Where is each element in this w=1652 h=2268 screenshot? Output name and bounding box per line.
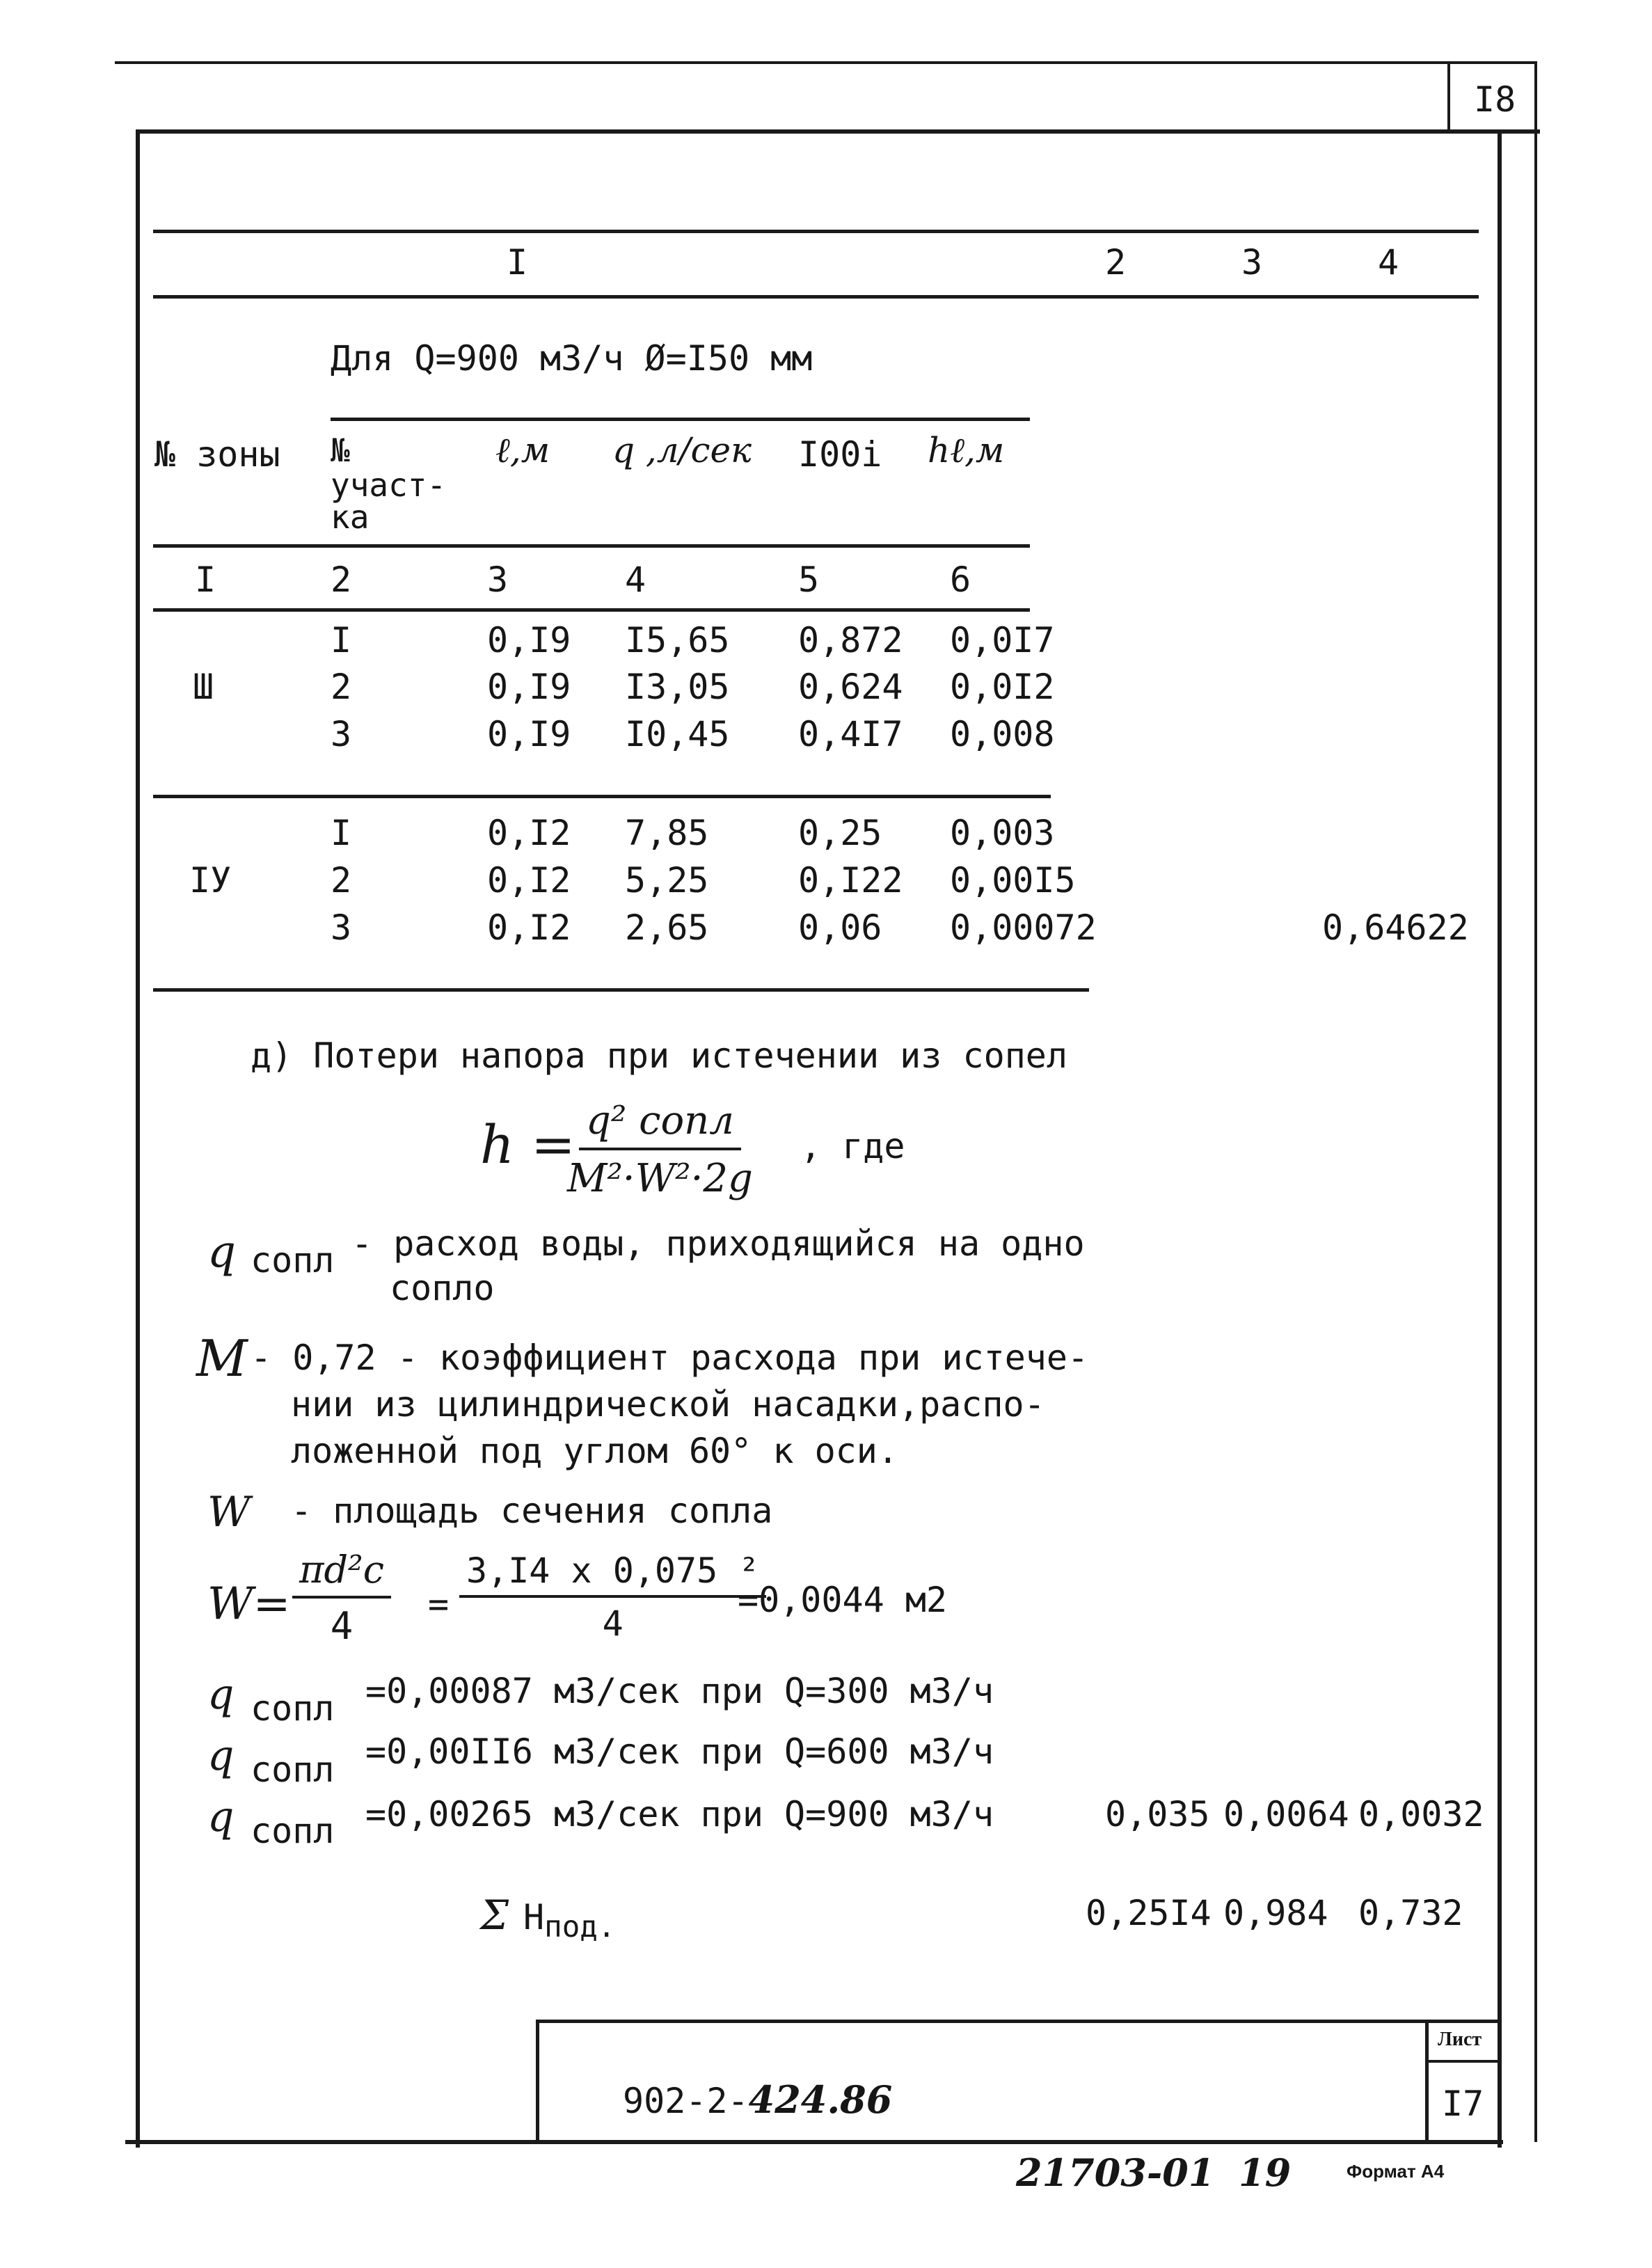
def-q-text-2: сопло bbox=[390, 1268, 495, 1308]
cell-slope: 0,624 bbox=[798, 667, 903, 707]
sum-h: H bbox=[523, 1897, 545, 1937]
header-col-2: 2 bbox=[1105, 242, 1127, 283]
cell-loss: 0,008 bbox=[950, 714, 1055, 754]
flow-3-symbol: q bbox=[207, 1793, 235, 1841]
cell-segment: I bbox=[331, 620, 352, 660]
table-bottom-line bbox=[153, 988, 1089, 992]
th-zone: № зоны bbox=[154, 434, 280, 475]
sheet-box-left bbox=[1447, 61, 1450, 134]
formula-suffix: , где bbox=[800, 1126, 905, 1166]
flow-value-col3: 0,0064 bbox=[1223, 1794, 1349, 1834]
area-fraction-2 bbox=[459, 1551, 766, 1644]
colnum-1: I bbox=[195, 560, 216, 600]
flow-3-sub: сопл bbox=[251, 1811, 335, 1851]
def-m-text-1: - 0,72 - коэффициент расхода при истече- bbox=[251, 1338, 1089, 1378]
header-bottom-line bbox=[153, 295, 1479, 299]
flow-3-text: =0,00265 м3/сек при Q=900 м3/ч bbox=[365, 1794, 994, 1834]
sheet-number: I7 bbox=[1442, 2084, 1484, 2124]
flow-2-text: =0,00II6 м3/сек при Q=600 м3/ч bbox=[365, 1731, 994, 1772]
sum-symbol: Σ bbox=[480, 1892, 509, 1939]
subtitle: Для Q=900 м3/ч Ø=I50 мм bbox=[331, 338, 813, 379]
title-block-left bbox=[536, 2020, 539, 2143]
cell-segment: 3 bbox=[331, 907, 352, 948]
title-block-sheet-divider bbox=[1425, 2020, 1429, 2143]
cell-slope: 0,4I7 bbox=[798, 714, 903, 754]
table-colnum-top-line bbox=[153, 544, 1030, 548]
cell-flow: 5,25 bbox=[625, 860, 709, 901]
right-frame-line bbox=[1498, 129, 1502, 2148]
formula-fraction bbox=[567, 1098, 753, 1201]
th-segment-3: ка bbox=[331, 498, 370, 536]
top-frame-line bbox=[115, 61, 1534, 64]
cell-loss: 0,0I7 bbox=[950, 620, 1055, 660]
area-lhs: W= bbox=[207, 1578, 291, 1630]
cell-slope: 0,872 bbox=[798, 620, 903, 660]
th-flow: q ,л/сек bbox=[612, 430, 752, 470]
area-frac2-denominator: 4 bbox=[602, 1603, 624, 1644]
def-m-symbol: M bbox=[196, 1329, 248, 1388]
colnum-4: 4 bbox=[625, 560, 646, 600]
cell-segment: 2 bbox=[331, 860, 352, 901]
cell-flow: I0,45 bbox=[625, 714, 730, 754]
doc-code bbox=[623, 2077, 893, 2122]
flow-1-symbol: q bbox=[207, 1670, 235, 1719]
cell-loss: 0,00072 bbox=[950, 907, 1097, 948]
zone-3-label: Ш bbox=[193, 667, 214, 707]
table-top-line bbox=[331, 418, 1030, 421]
cell-length: 0,I2 bbox=[487, 813, 571, 853]
cell-loss: 0,0I2 bbox=[950, 667, 1055, 707]
left-frame-line bbox=[136, 129, 140, 2148]
sum-value-col4: 0,732 bbox=[1358, 1893, 1463, 1933]
cell-length: 0,I9 bbox=[487, 620, 571, 660]
cell-segment: 3 bbox=[331, 714, 352, 754]
th-segment-1: № bbox=[331, 431, 350, 469]
formula-lhs: h = bbox=[480, 1113, 575, 1175]
th-segment-2: участ- bbox=[331, 466, 447, 504]
zone-4-label: IУ bbox=[189, 860, 232, 901]
colnum-3: 3 bbox=[487, 560, 509, 600]
area-frac1-denominator: 4 bbox=[330, 1604, 354, 1648]
cell-segment: 2 bbox=[331, 667, 352, 707]
formula-denominator: M²·W²·2g bbox=[567, 1156, 753, 1201]
cell-segment: I bbox=[331, 813, 352, 853]
title-block-sheet-label-line bbox=[1425, 2060, 1502, 2063]
inner-top-line bbox=[136, 129, 1540, 134]
def-w-symbol: W bbox=[207, 1488, 251, 1537]
formula-numerator: q² сопл bbox=[579, 1098, 741, 1150]
total-col4: 0,64622 bbox=[1322, 907, 1469, 948]
cell-length: 0,I2 bbox=[487, 860, 571, 901]
header-col-1: I bbox=[507, 242, 528, 283]
area-frac1-numerator: πd²c bbox=[292, 1548, 391, 1599]
format-label: Формат А4 bbox=[1347, 2161, 1445, 2182]
sum-value-col2: 0,25I4 bbox=[1086, 1893, 1212, 1933]
group-separator-line bbox=[153, 795, 1051, 798]
colnum-5: 5 bbox=[798, 560, 820, 600]
table-colnum-bottom-line bbox=[153, 608, 1030, 612]
area-result: =0,0044 м2 bbox=[738, 1580, 948, 1620]
cell-flow: I5,65 bbox=[625, 620, 730, 660]
colnum-6: 6 bbox=[950, 560, 971, 600]
flow-1-sub: сопл bbox=[251, 1688, 335, 1729]
doc-code-hand: 424.86 bbox=[748, 2077, 893, 2122]
sum-sub: под. bbox=[544, 1910, 616, 1944]
flow-value-col2: 0,035 bbox=[1105, 1794, 1210, 1834]
cell-slope: 0,06 bbox=[798, 907, 882, 948]
area-frac2-numerator: 3,I4 x 0,075 ² bbox=[459, 1551, 766, 1598]
cell-flow: 2,65 bbox=[625, 907, 709, 948]
title-block-top bbox=[536, 2020, 1502, 2023]
cell-flow: I3,05 bbox=[625, 667, 730, 707]
cell-loss: 0,003 bbox=[950, 813, 1055, 853]
section-d-heading: д) Потери напора при истечении из сопел bbox=[251, 1036, 1067, 1076]
sheet-label: Лист bbox=[1438, 2029, 1482, 2050]
cell-slope: 0,I22 bbox=[798, 860, 903, 901]
sum-value-col3: 0,984 bbox=[1223, 1893, 1328, 1933]
sheet-top-number: I8 bbox=[1474, 79, 1516, 120]
th-length: ℓ,м bbox=[495, 430, 550, 470]
cell-flow: 7,85 bbox=[625, 813, 709, 853]
def-w-text: - площадь сечения сопла bbox=[291, 1491, 773, 1531]
cell-loss: 0,00I5 bbox=[950, 860, 1076, 901]
right-outer-line bbox=[1534, 61, 1537, 2142]
cell-length: 0,I9 bbox=[487, 667, 571, 707]
bottom-frame-line bbox=[125, 2140, 1503, 2144]
flow-value-col4: 0,0032 bbox=[1358, 1794, 1484, 1834]
archive-number: 21703-01 bbox=[1016, 2150, 1215, 2195]
def-q-symbol: q bbox=[207, 1226, 236, 1278]
archive-page: 19 bbox=[1239, 2150, 1292, 2195]
area-eq: = bbox=[428, 1584, 450, 1624]
area-fraction-1 bbox=[292, 1548, 391, 1648]
flow-1-text: =0,00087 м3/сек при Q=300 м3/ч bbox=[365, 1671, 994, 1711]
sum-label bbox=[523, 1897, 616, 1944]
def-q-subscript: сопл bbox=[251, 1240, 335, 1280]
header-col-4: 4 bbox=[1378, 242, 1399, 283]
doc-code-print: 902-2- bbox=[623, 2081, 749, 2121]
cell-length: 0,I9 bbox=[487, 714, 571, 754]
def-q-text-1: - расход воды, приходящийся на одно bbox=[351, 1223, 1085, 1264]
def-m-text-2: нии из цилиндрической насадки,распо- bbox=[291, 1384, 1045, 1425]
th-slope: I00i bbox=[798, 434, 882, 475]
cell-length: 0,I2 bbox=[487, 907, 571, 948]
flow-2-symbol: q bbox=[207, 1731, 235, 1780]
header-col-3: 3 bbox=[1241, 242, 1263, 283]
th-loss: hℓ,м bbox=[928, 430, 1005, 470]
header-top-line bbox=[153, 230, 1479, 233]
cell-slope: 0,25 bbox=[798, 813, 882, 853]
colnum-2: 2 bbox=[331, 560, 352, 600]
def-m-text-3: ложенной под углом 60° к оси. bbox=[291, 1431, 898, 1471]
flow-2-sub: сопл bbox=[251, 1750, 335, 1790]
